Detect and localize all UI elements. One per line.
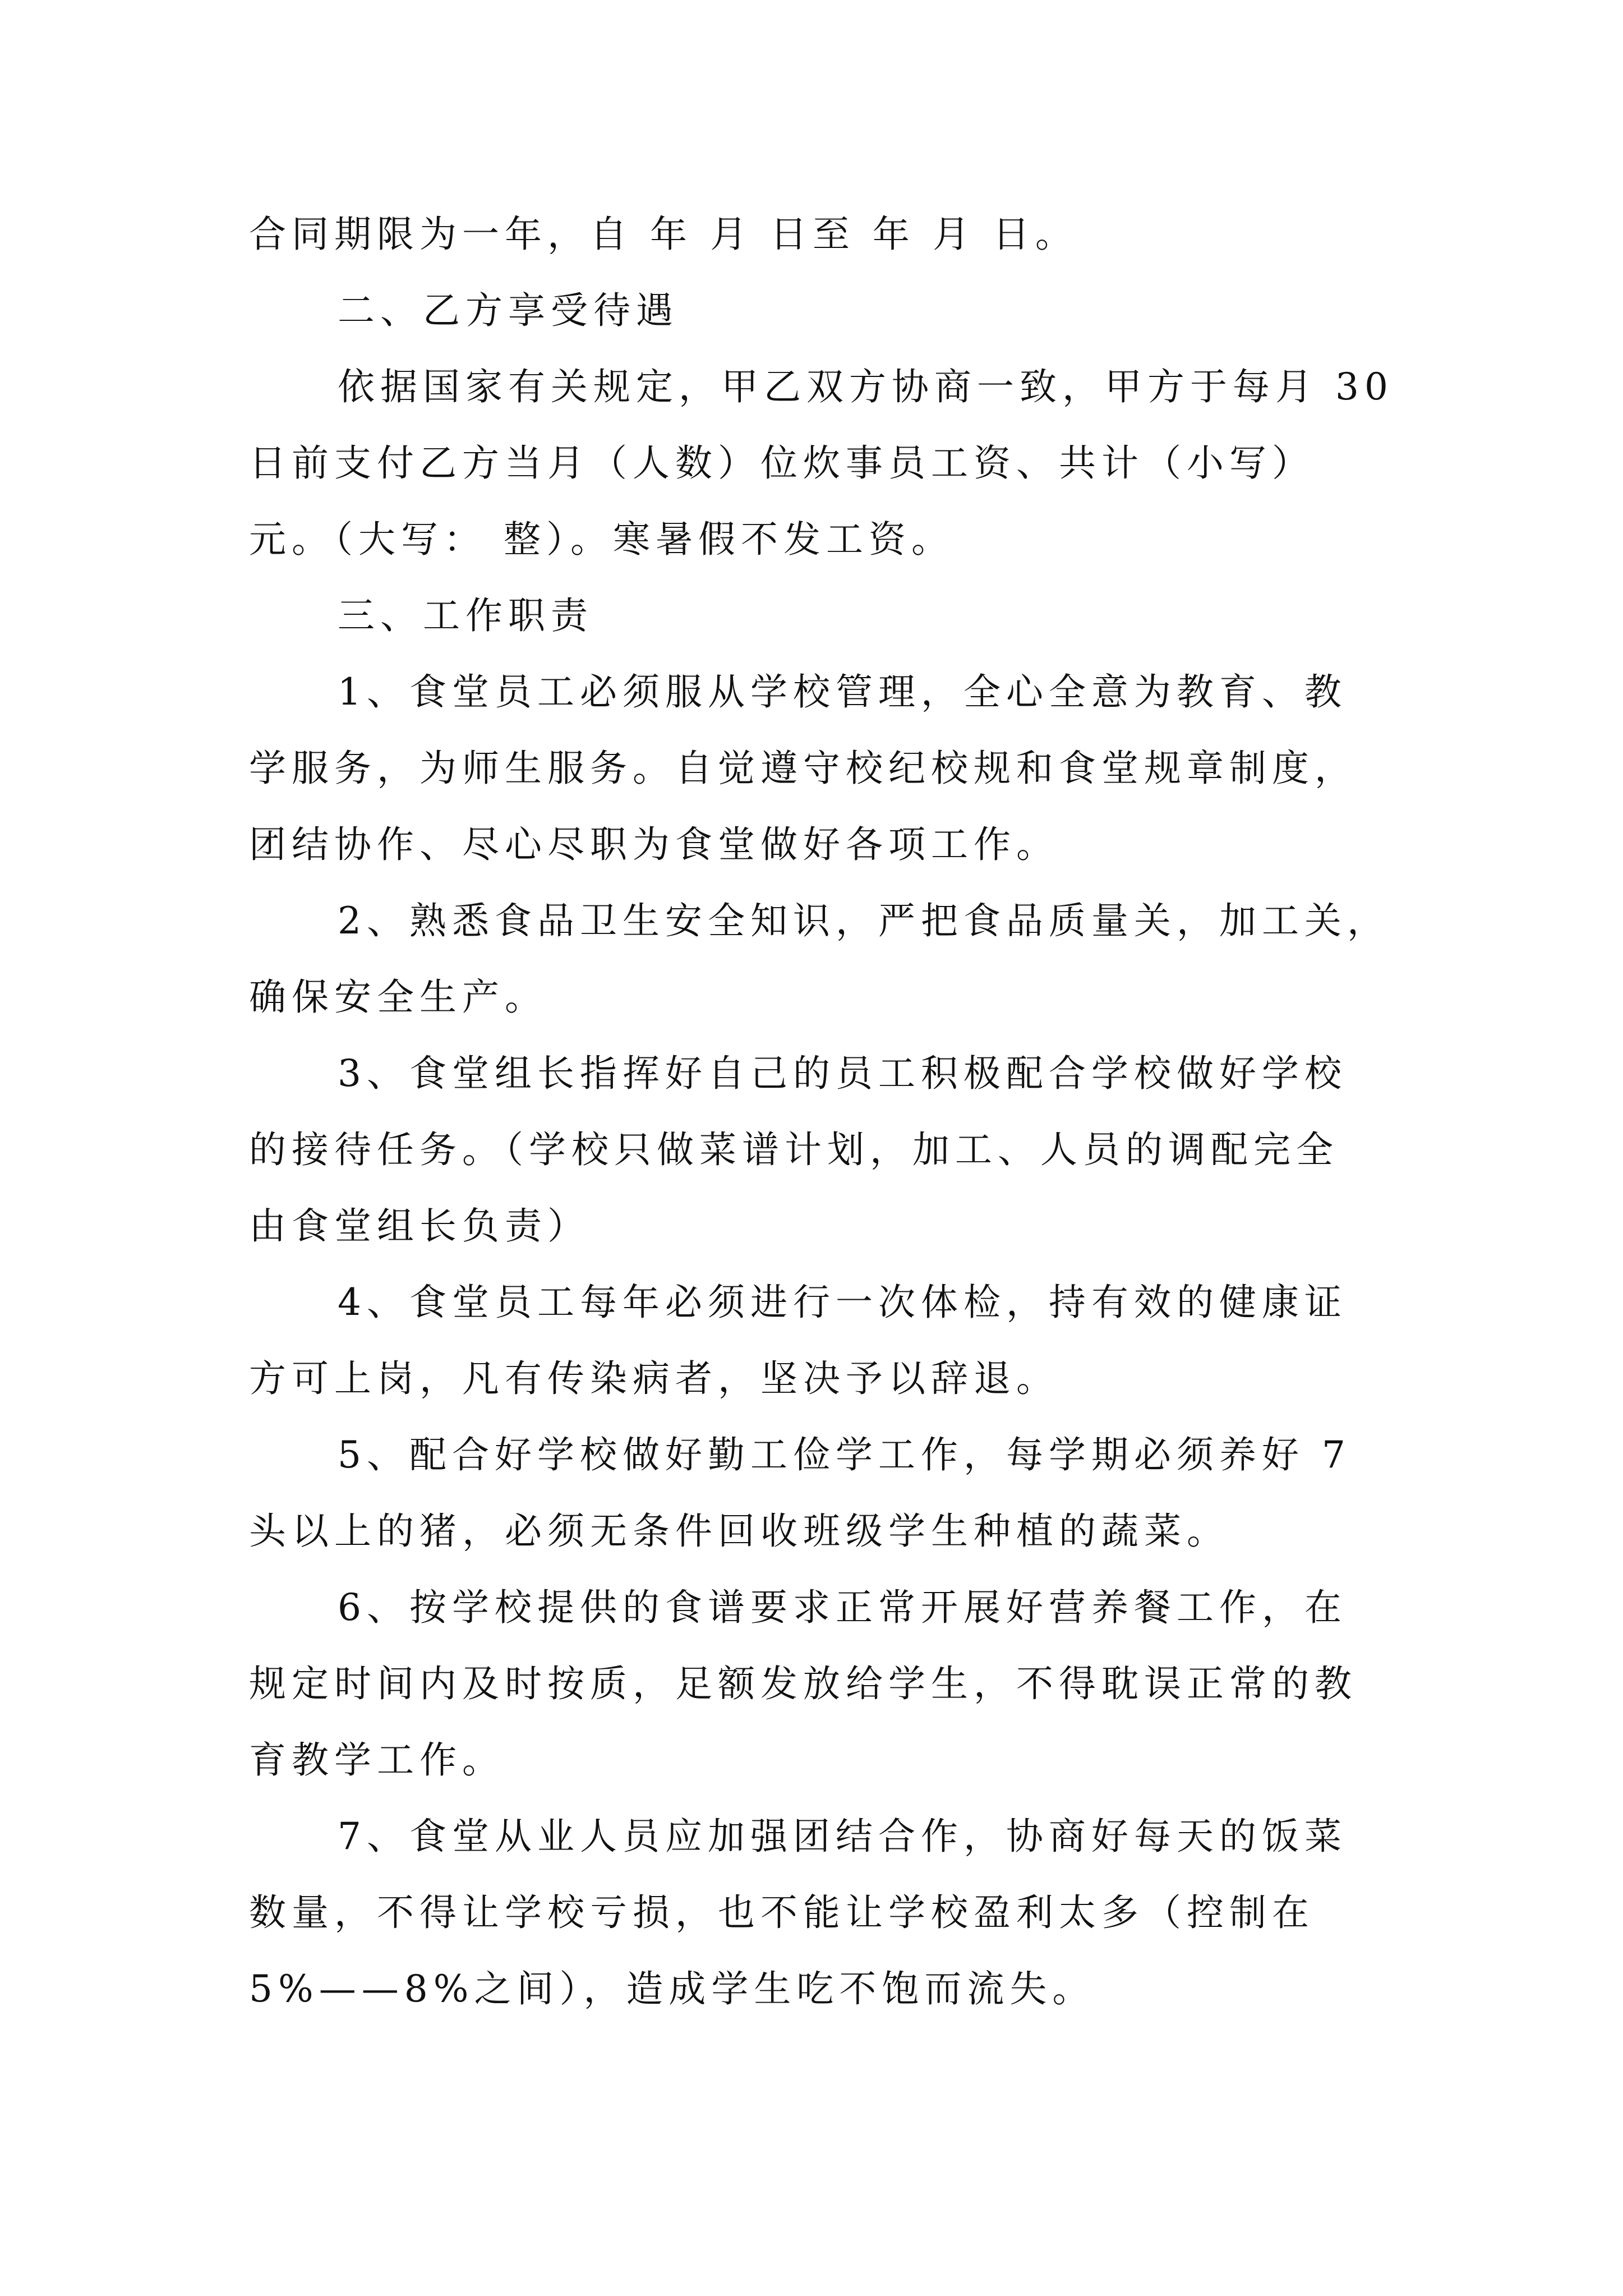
- text-line: 由食堂组长负责）: [249, 1204, 590, 1248]
- text-line: 团结协作、尽心尽职为食堂做好各项工作。: [249, 823, 1059, 866]
- text-line: 育教学工作。: [249, 1738, 505, 1782]
- text-line: 方可上岗，凡有传染病者，坚决予以辞退。: [249, 1357, 1059, 1400]
- text-line: 学服务，为师生服务。自觉遵守校纪校规和食堂规章制度，: [249, 747, 1357, 790]
- text-line: 1、食堂员工必须服从学校管理，全心全意为教育、教: [338, 670, 1347, 714]
- text-line: 确保安全生产。: [249, 976, 547, 1019]
- text-line: 5、配合好学校做好勤工俭学工作，每学期必须养好 7: [338, 1433, 1351, 1476]
- section-heading: 三、工作职责: [338, 594, 593, 637]
- text-line: 数量，不得让学校亏损，也不能让学校盈利太多（控制在: [249, 1891, 1315, 1934]
- text-line: 依据国家有关规定，甲乙双方协商一致，甲方于每月 30: [338, 365, 1394, 408]
- text-line: 合同期限为一年，自 年 月 日至 年 月 日。: [249, 213, 1078, 256]
- text-line: 6、按学校提供的食谱要求正常开展好营养餐工作，在: [338, 1586, 1347, 1629]
- text-line: 元。（大写： 整）。寒暑假不发工资。: [249, 518, 954, 561]
- text-line: 3、食堂组长指挥好自己的员工积极配合学校做好学校: [338, 1052, 1347, 1095]
- section-heading: 二、乙方享受待遇: [338, 289, 679, 332]
- text-line: 头以上的猪，必须无条件回收班级学生种植的蔬菜。: [249, 1510, 1229, 1553]
- text-line: 2、熟悉食品卫生安全知识，严把食品质量关，加工关，: [338, 899, 1390, 942]
- text-line: 7、食堂从业人员应加强团结合作，协商好每天的饭菜: [338, 1815, 1347, 1858]
- text-line: 5%——8%之间），造成学生吃不饱而流失。: [249, 1967, 1095, 2010]
- document-body: [249, 196, 1394, 2027]
- text-line: 规定时间内及时按质，足额发放给学生，不得耽误正常的教: [249, 1662, 1357, 1705]
- text-line: 4、食堂员工每年必须进行一次体检，持有效的健康证: [338, 1281, 1347, 1324]
- text-line: 的接待任务。（学校只做菜谱计划，加工、人员的调配完全: [249, 1128, 1339, 1171]
- text-line: 日前支付乙方当月（人数）位炊事员工资、共计（小写）: [249, 441, 1315, 485]
